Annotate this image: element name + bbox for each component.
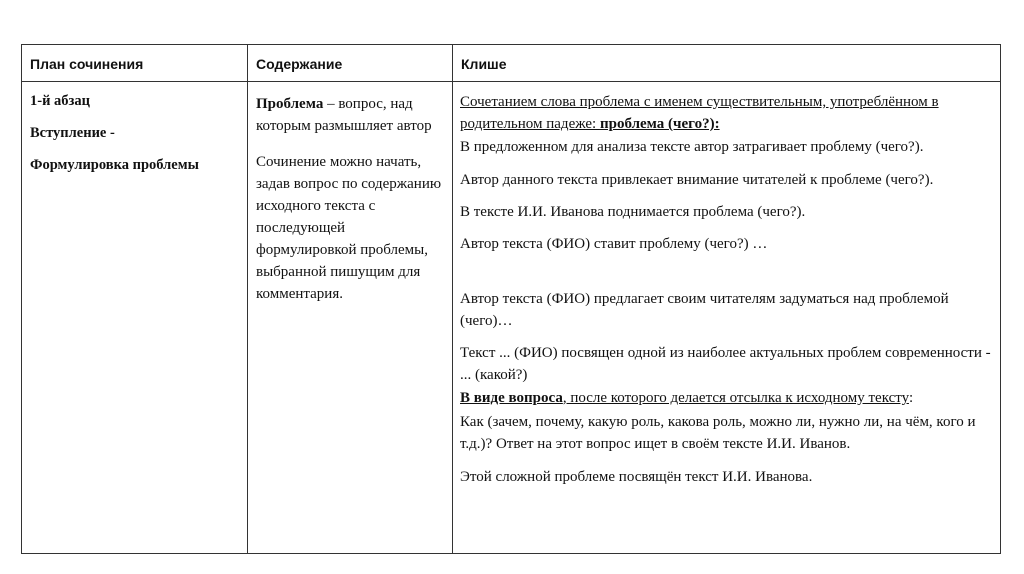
cliche-phrase: Автор текста (ФИО) ставит проблему (чего?) … xyxy=(460,236,768,252)
content-definition xyxy=(256,93,446,137)
content-term: Проблема xyxy=(256,96,324,112)
plan-intro: Вступление - xyxy=(30,125,115,141)
header-cell-cliche xyxy=(453,45,1001,82)
header-plan: План сочинения xyxy=(30,56,144,72)
content-advice: Сочинение можно начать, задав вопрос по содержанию исходного текста с последующей формулировкой проблемы, выбранной пишущим для комментария. xyxy=(256,154,442,302)
plan-cell xyxy=(22,82,248,554)
cliche-phrase: Текст ... (ФИО) посвящен одной из наиболее актуальных проблем современности - ... (какой?) xyxy=(460,345,991,383)
header-cliche: Клише xyxy=(461,56,507,72)
cliche-phrase: В тексте И.И. Иванова поднимается проблема (чего?). xyxy=(460,204,806,220)
cliche-intro-text: Сочетанием слова проблема с именем существительным, употреблённом в родительном падеже: xyxy=(460,94,939,132)
content-cell xyxy=(248,82,453,554)
header-cell-plan xyxy=(22,45,248,82)
cliche-phrase: В предложенном для анализа тексте автор затрагивает проблему (чего?). xyxy=(460,139,924,155)
cliche-question-bold: В виде вопроса xyxy=(460,390,563,406)
cliche-question-colon: : xyxy=(908,390,914,406)
cliche-closing: Этой сложной проблеме посвящён текст И.И. Иванова. xyxy=(460,469,813,485)
plan-paragraph: 1-й абзац xyxy=(30,93,90,109)
content-definition-text: – вопрос, над которым размышляет автор xyxy=(256,96,432,134)
cliche-intro xyxy=(460,91,992,135)
header-row xyxy=(22,45,1001,82)
cliche-phrase: Автор текста (ФИО) предлагает своим читателям задуматься над проблемой (чего)… xyxy=(460,291,949,329)
essay-plan-table xyxy=(21,44,1001,554)
plan-formulation: Формулировка проблемы xyxy=(30,157,199,173)
cliche-cell xyxy=(453,82,1001,554)
cliche-question-text: , после которого делается отсылка к исходному тексту xyxy=(562,390,909,406)
cliche-question-intro xyxy=(460,387,992,409)
header-cell-content xyxy=(248,45,453,82)
cliche-phrase: Автор данного текста привлекает внимание читателей к проблеме (чего?). xyxy=(460,172,934,188)
cliche-intro-bold: проблема (чего?): xyxy=(599,116,720,132)
table-row xyxy=(22,82,1001,554)
header-content: Содержание xyxy=(256,56,343,72)
cliche-question-example: Как (зачем, почему, какую роль, какова роль, можно ли, нужно ли, на чём, кого и т.д.)? Ответ на этот вопрос ищет в своём тексте И.И. Иванов. xyxy=(460,414,976,452)
